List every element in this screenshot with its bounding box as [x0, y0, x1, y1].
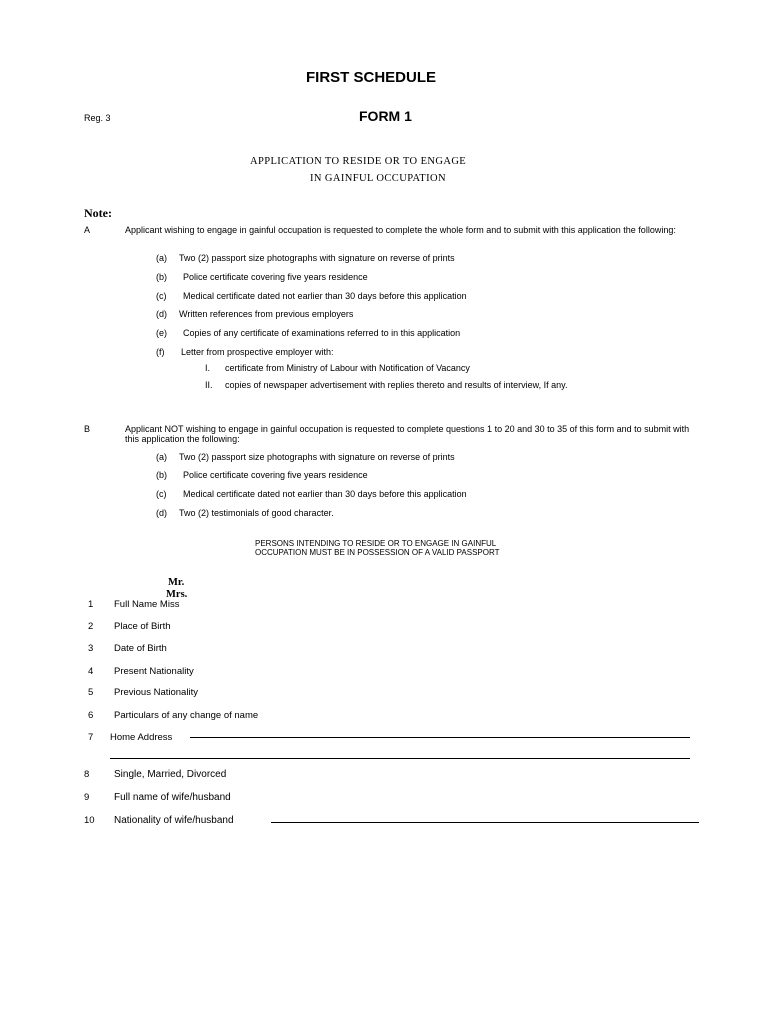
- b-item-key: (a): [156, 452, 167, 462]
- question-change-of-name: Particulars of any change of name: [114, 710, 259, 721]
- section-b-letter: B: [84, 424, 91, 434]
- section-b-text: Applicant NOT wishing to engage in gainful occupation is requested to complete questions 1 to 20 and 30 to 35 of this form and to submit with this application the following:: [125, 424, 690, 444]
- question-marital-status: Single, Married, Divorced: [114, 769, 227, 780]
- question-number: 10: [84, 815, 95, 826]
- a-item-text: Medical certificate dated not earlier than 30 days before this application: [183, 291, 467, 301]
- question-number: 7: [88, 732, 94, 743]
- section-a-text: Applicant wishing to engage in gainful occupation is requested to complete the whole form and to submit with this application the following:: [125, 225, 676, 235]
- question-place-of-birth: Place of Birth: [114, 621, 171, 632]
- b-item-text: Medical certificate dated not earlier than 30 days before this application: [183, 489, 467, 499]
- form-title: FORM 1: [359, 108, 412, 124]
- b-item-key: (d): [156, 508, 167, 518]
- a-item-key: (d): [156, 309, 167, 319]
- question-number: 3: [88, 643, 94, 654]
- application-title-line2: IN GAINFUL OCCUPATION: [310, 173, 446, 184]
- a-item-text: Police certificate covering five years residence: [183, 272, 368, 282]
- question-number: 6: [88, 710, 94, 721]
- passport-notice-line2: OCCUPATION MUST BE IN POSSESSION OF A VALID PASSPORT: [255, 548, 500, 557]
- a-item-text: Copies of any certificate of examinations referred to in this application: [183, 328, 461, 338]
- a-item-text: Two (2) passport size photographs with signature on reverse of prints: [179, 253, 455, 263]
- a-subitem-key: I.: [205, 363, 211, 373]
- b-item-text: Two (2) passport size photographs with signature on reverse of prints: [179, 452, 455, 462]
- question-number: 9: [84, 792, 90, 803]
- section-a-letter: A: [84, 225, 91, 235]
- home-address-line[interactable]: [190, 737, 690, 738]
- note-label: Note:: [84, 206, 112, 220]
- question-full-name: Full Name Miss: [114, 599, 180, 610]
- question-spouse-nationality: Nationality of wife/husband: [114, 815, 234, 826]
- question-number: 4: [88, 666, 94, 677]
- question-previous-nationality: Previous Nationality: [114, 687, 198, 698]
- question-home-address: Home Address: [110, 732, 173, 743]
- b-item-key: (c): [156, 489, 167, 499]
- a-item-key: (e): [156, 328, 167, 338]
- b-item-key: (b): [156, 470, 167, 480]
- a-item-key: (b): [156, 272, 167, 282]
- a-subitem-text: certificate from Ministry of Labour with Notification of Vacancy: [225, 363, 470, 373]
- spouse-nationality-line[interactable]: [271, 822, 699, 823]
- a-item-key: (f): [156, 347, 165, 357]
- b-item-text: Two (2) testimonials of good character.: [179, 508, 334, 518]
- a-subitem-key: II.: [205, 380, 213, 390]
- application-title-line1: APPLICATION TO RESIDE OR TO ENGAGE: [250, 156, 467, 167]
- a-item-key: (c): [156, 291, 167, 301]
- question-number: 8: [84, 769, 90, 780]
- question-present-nationality: Present Nationality: [114, 666, 194, 677]
- b-item-text: Police certificate covering five years residence: [183, 470, 368, 480]
- a-item-key: (a): [156, 253, 167, 263]
- home-address-line-2[interactable]: [110, 758, 690, 759]
- question-number: 5: [88, 687, 94, 698]
- a-item-text: Written references from previous employers: [179, 309, 354, 319]
- question-spouse-name: Full name of wife/husband: [114, 792, 231, 803]
- schedule-title: FIRST SCHEDULE: [306, 69, 437, 86]
- title-mr: Mr.: [168, 577, 185, 588]
- question-date-of-birth: Date of Birth: [114, 643, 167, 654]
- reg-label: Reg. 3: [84, 113, 111, 123]
- question-number: 2: [88, 621, 94, 632]
- passport-notice-line1: PERSONS INTENDING TO RESIDE OR TO ENGAGE IN GAINFUL: [255, 539, 497, 548]
- question-number: 1: [88, 599, 94, 610]
- a-subitem-text: copies of newspaper advertisement with replies thereto and results of interview, If any.: [225, 380, 568, 390]
- title-mrs: Mrs.: [166, 589, 188, 600]
- a-item-text: Letter from prospective employer with:: [181, 347, 334, 357]
